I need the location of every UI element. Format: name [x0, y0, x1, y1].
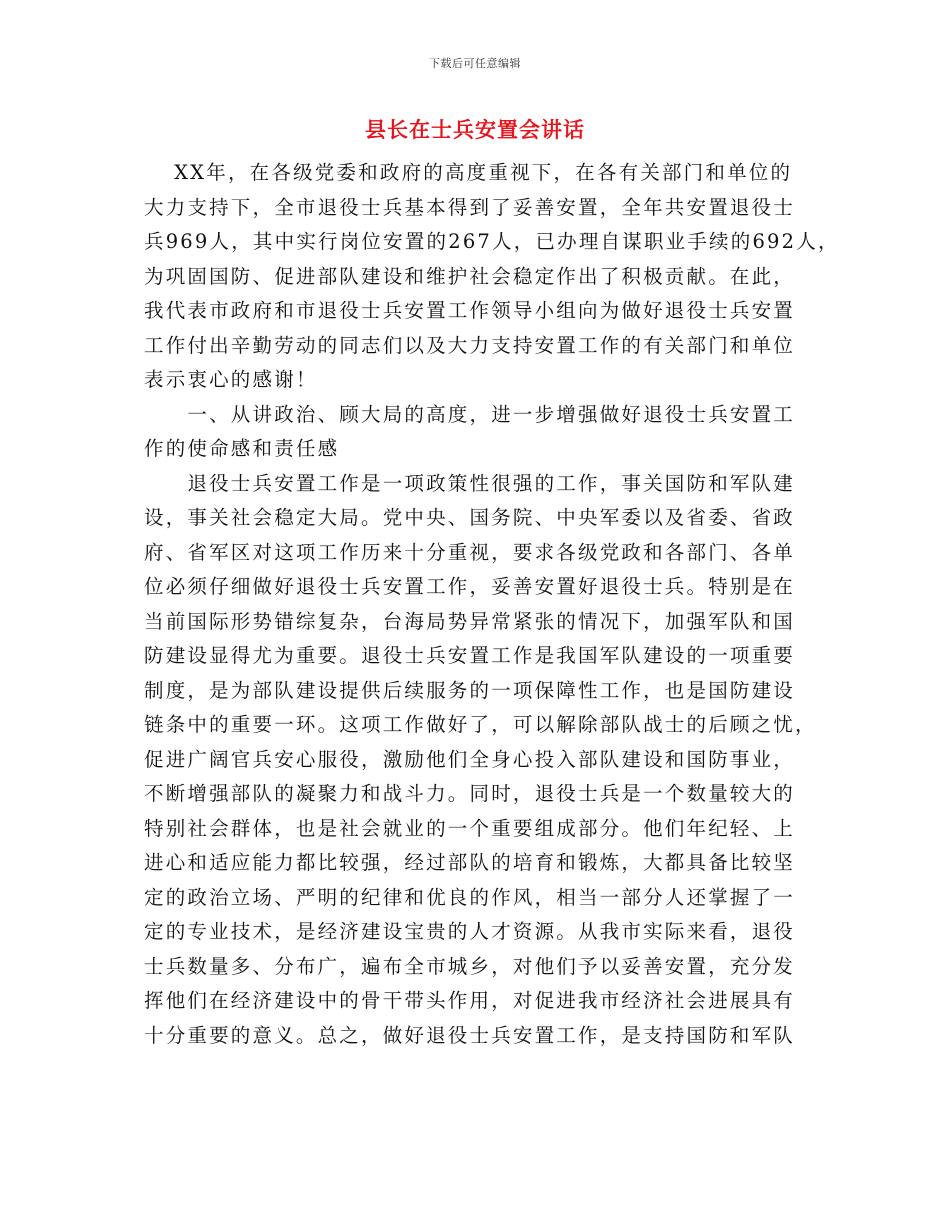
text-line: 我代表市政府和市退役士兵安置工作领导小组向为做好退役士兵安置	[144, 299, 796, 322]
text-line: 大力支持下，全市退役士兵基本得到了妥善安置，全年共安置退役士	[144, 195, 796, 219]
text-line: 制度，是为部队建设提供后续服务的一项保障性工作，也是国防建设	[144, 678, 796, 702]
body-text	[144, 156, 840, 1053]
text-line: 退役士兵安置工作是一项政策性很强的工作，事关国防和军队建	[144, 471, 796, 495]
text-line: 定的政治立场、严明的纪律和优良的作风，相当一部分人还掌握了一	[144, 885, 796, 909]
text-line: 一、从讲政治、顾大局的高度，进一步增强做好退役士兵安置工	[144, 402, 796, 426]
text-line: 为巩固国防、促进部队建设和维护社会稳定作出了积极贡献。在此，	[144, 264, 796, 288]
text-line: 士兵数量多、分布广，遍布全市城乡，对他们予以妥善安置，充分发	[144, 954, 796, 978]
text-line: 工作付出辛勤劳动的同志们以及大力支持安置工作的有关部门和单位	[144, 333, 796, 357]
text-line: 不断增强部队的凝聚力和战斗力。同时，退役士兵是一个数量较大的	[144, 782, 796, 805]
text-line: 兵969人，其中实行岗位安置的267人，已办理自谋职业手续的692人，	[144, 230, 840, 253]
text-line: 定的专业技术，是经济建设宝贵的人才资源。从我市实际来看，退役	[144, 920, 796, 943]
text-line: 挥他们在经济建设中的骨干带头作用，对促进我市经济社会进展具有	[144, 989, 796, 1012]
page-title: 县长在士兵安置会讲话	[365, 117, 585, 142]
text-line: 府、省军区对这项工作历来十分重视，要求各级党政和各部门、各单	[144, 540, 796, 564]
text-line: 设，事关社会稳定大局。党中央、国务院、中央军委以及省委、省政	[144, 506, 796, 529]
text-line: XX年，在各级党委和政府的高度重视下，在各有关部门和单位的	[144, 161, 793, 184]
text-line: 进心和适应能力都比较强，经过部队的培育和锻炼，大都具备比较坚	[144, 851, 796, 874]
text-line: 作的使命感和责任感	[144, 437, 340, 460]
text-line: 促进广阔官兵安心服役，激励他们全身心投入部队建设和国防事业，	[144, 747, 796, 771]
text-line: 特别社会群体，也是社会就业的一个重要组成部分。他们年纪轻、上	[144, 816, 796, 840]
text-line: 表示衷心的感谢！	[144, 368, 318, 391]
header-note: 下载后可任意编辑	[429, 57, 521, 70]
text-line: 十分重要的意义。总之，做好退役士兵安置工作，是支持国防和军队	[144, 1023, 796, 1047]
text-line: 位必须仔细做好退役士兵安置工作，妥善安置好退役士兵。特别是在	[144, 575, 796, 598]
text-line: 链条中的重要一环。这项工作做好了，可以解除部队战士的后顾之忧，	[144, 713, 817, 736]
text-line: 防建设显得尤为重要。退役士兵安置工作是我国军队建设的一项重要	[144, 644, 796, 667]
text-line: 当前国际形势错综复杂，台海局势异常紧张的情况下，加强军队和国	[144, 609, 796, 633]
